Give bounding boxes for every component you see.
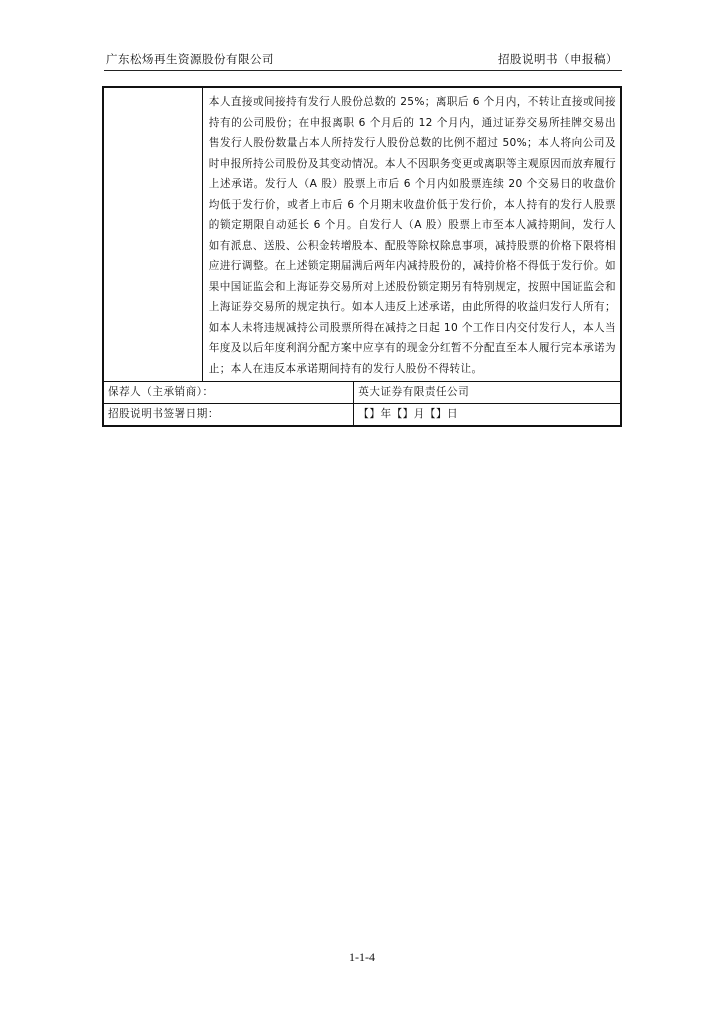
date-label: 招股说明书签署日期： <box>103 404 354 427</box>
date-row <box>103 404 621 427</box>
commitment-row <box>103 87 621 382</box>
commitment-text: 本人直接或间接持有发行人股份总数的 25%；离职后 6 个月内，不转让直接或间接持有的公司股份；在申报离职 6 个月后的 12 个月内，通过证券交易所挂牌交易出售发行人股份数量占本人所持发行人股份总数的比例不超过 50%；本人将向公司及时申报所持公司股份及其变动情况。本人不因职务变更或离职等主观原因而放弃履行上述承诺。发行人（A 股）股票上市后 6 个月内如股票连续 20 个交易日的收盘价均低于发行价，或者上市后 6 个月期末收盘价低于发行价，本人持有的发行人股票的锁定期限自动延长 6 个月。自发行人（A 股）股票上市至本人减持期间，发行人如有派息、送股、公积金转增股本、配股等除权除息事项，减持股票的价格下限将相应进行调整。在上述锁定期届满后两年内减持股份的，减持价格不得低于发行价。如果中国证监会和上海证券交易所对上述股份锁定期另有特别规定，按照中国证监会和上海证券交易所的规定执行。如本人违反上述承诺，由此所得的收益归发行人所有；如本人未将违规减持公司股票所得在减持之日起 10 个工作日内交付发行人，本人当年度及以后年度利润分配方案中应享有的现金分红暂不分配直至本人履行完本承诺为止；本人在违反本承诺期间持有的发行人股份不得转让。 <box>202 87 621 382</box>
empty-cell <box>103 87 202 382</box>
sponsor-label: 保荐人（主承销商）： <box>103 382 354 404</box>
date-value: 【】年【】月【】日 <box>354 404 621 427</box>
document-title: 招股说明书（申报稿） <box>498 52 618 66</box>
sponsor-row <box>103 382 621 404</box>
page-header <box>104 50 622 71</box>
info-table <box>102 86 622 427</box>
company-name: 广东松炀再生资源股份有限公司 <box>106 52 274 66</box>
page-number: 1-1-4 <box>349 950 375 964</box>
sponsor-value: 英大证券有限责任公司 <box>354 382 621 404</box>
